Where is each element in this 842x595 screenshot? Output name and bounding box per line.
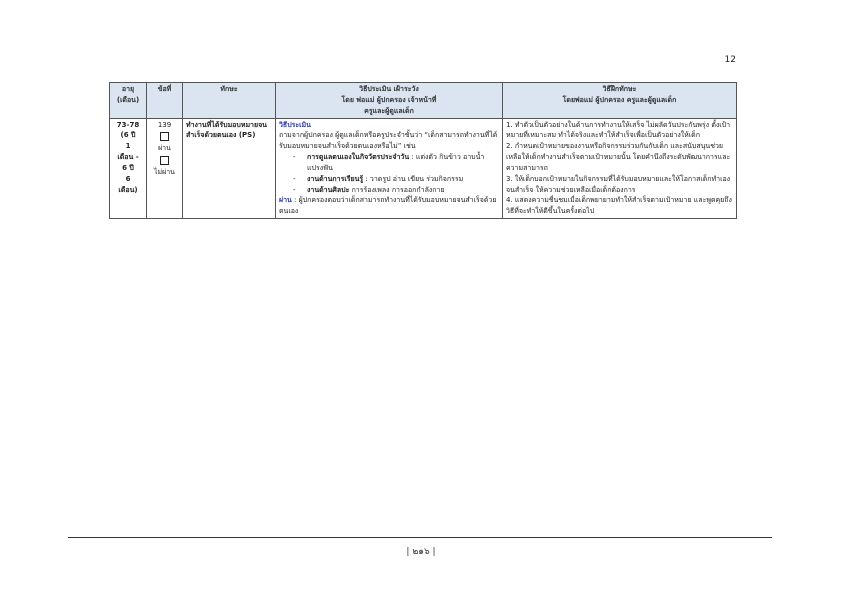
fail-checkbox[interactable]: [160, 156, 169, 165]
assessment-table: [109, 82, 737, 219]
age-line: 6: [125, 174, 131, 183]
age-line: (6 ปี: [120, 131, 136, 140]
header-eval-line2: โดย พ่อแม่ ผู้ปกครอง เจ้าหน้าที่: [341, 95, 437, 104]
page-number: 12: [724, 55, 736, 65]
eval-list: [279, 152, 499, 195]
evaluation-cell: [276, 118, 503, 219]
eval-intro: ถามจากผู้ปกครอง ผู้ดูแลเด็กหรือครูประจำชั้นว่า “เด็กสามารถทำงานที่ได้รับมอบหมายจนสำเร็จด้วยตนเองหรือไม่” เช่น: [279, 131, 498, 151]
eval-list-item: - งานด้านการเรียนรู้ : วาดรูป อ่าน เขียน ร่วมกิจกรรม: [307, 174, 499, 185]
header-age: อายุ (เดือน): [110, 83, 147, 119]
age-line: 73-78: [116, 120, 140, 129]
item-number: 139: [157, 120, 172, 129]
pass-label: ผ่าน: [158, 144, 171, 153]
header-evaluation: [276, 83, 503, 119]
training-item: 1. ทำตัวเป็นตัวอย่างในด้านการทำงานให้เสร็จ ไม่ผลัดวันประกันพรุ่ง ตั้งเป้าหมายที่เหมาะสม ทำได้จริงและทำให้สำเร็จเพื่อเป็นตัวอย่างให้เด็ก: [506, 120, 731, 140]
training-item: 3. ให้เด็กบอกเป้าหมายในกิจกรรมที่ได้รับมอบหมายและให้โอกาสเด็กทำเองจนสำเร็จ ให้ความช่วยเหลือเมื่อเด็กต้องการ: [506, 174, 731, 194]
eval-list-item: - งานด้านศิลปะ การร้องเพลง การออกกำลังกาย: [307, 185, 499, 196]
pass-criteria: ผ่าน : ผู้ปกครองตอบว่าเด็กสามารถทำงานที่ได้รับมอบหมายจนสำเร็จด้วยตนเอง: [279, 196, 497, 216]
age-cell: [110, 118, 147, 219]
eval-title: วิธีประเมิน: [279, 120, 311, 129]
age-line: เดือน): [118, 185, 138, 194]
eval-list-item: - การดูแลตนเองในกิจวัตรประจำวัน : แต่งตัว กินข้าว อาบน้ำ แปรงฟัน: [307, 152, 499, 174]
table-row: [110, 118, 737, 219]
header-train-line2: โดยพ่อแม่ ผู้ปกครอง ครูและผู้ดูแลเด็ก: [562, 95, 677, 104]
table-header-row: [110, 83, 737, 119]
skill-cell: ทำงานที่ได้รับมอบหมายจนสำเร็จด้วยตนเอง (PS): [183, 118, 276, 219]
age-line: 1: [125, 142, 131, 151]
pass-checkbox[interactable]: [160, 132, 169, 141]
age-line: 6 ปี: [122, 163, 134, 172]
header-eval-line1: วิธีประเมิน เฝ้าระวัง: [359, 85, 419, 93]
item-cell: [147, 118, 183, 219]
footer-divider: [68, 537, 772, 538]
header-skill: ทักษะ: [183, 83, 276, 119]
training-item: 4. แสดงความชื่นชมเมื่อเด็กพยายามทำให้สำเร็จตามเป้าหมาย และพูดคุยถึงวิธีที่จะทำให้ดีขึ้นในครั้งต่อไป: [506, 196, 732, 216]
header-eval-line3: ครูและผู้ดูแลเด็ก: [364, 106, 414, 115]
footer-page-number: | ๒๑๖ |: [406, 547, 436, 557]
training-cell: [503, 118, 737, 219]
header-item: ข้อที่: [147, 83, 183, 119]
header-training: [503, 83, 737, 119]
fail-label: ไม่ผ่าน: [154, 168, 175, 177]
training-item: 2. กำหนดเป้าหมายของงานหรือกิจกรรมร่วมกันกับเด็ก และสนับสนุนช่วยเหลือให้เด็กทำงานสำเร็จตามเป้าหมายนั้น โดยคำนึงถึงระดับพัฒนาการและความสามารถ: [506, 142, 731, 172]
header-train-line1: วิธีฝึกทักษะ: [602, 85, 637, 93]
age-line: เดือน -: [117, 153, 139, 162]
